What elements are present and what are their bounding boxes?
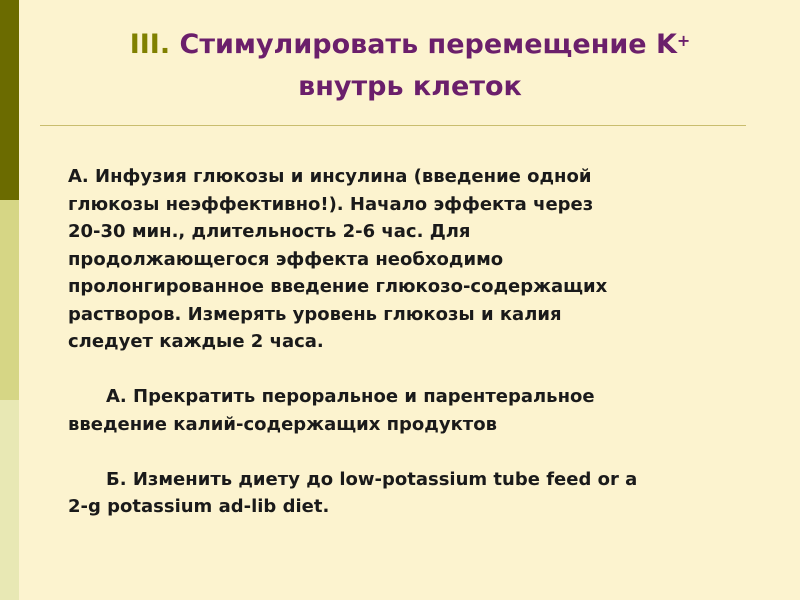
paragraph-a-line: 20-30 мин., длительность 2-6 час. Для [68,221,471,242]
slide-body [68,163,768,521]
paragraph-spacer [68,356,768,384]
title-divider [40,125,746,126]
title-text-line-2: внутрь клеток [298,71,522,102]
paragraph-spacer [68,438,768,466]
accent-bar-segment-light [0,400,19,600]
accent-bar-segment-dark [0,0,19,200]
paragraph-b [68,383,768,438]
slide-title-line-1 [60,24,760,66]
paragraph-a-line: глюкозы неэффективно!). Начало эффекта через [68,193,594,215]
paragraph-c [68,466,768,521]
paragraph-a-line: пролонгированное введение глюкозо-содержащих [68,276,608,297]
paragraph-a [68,163,768,356]
title-superscript: + [676,31,691,50]
slide-title [60,24,760,108]
paragraph-a-line: растворов. Измерять уровень глюкозы и калия [68,303,562,325]
paragraph-a-line: следует каждые 2 часа. [68,331,324,352]
paragraph-a-line: А. Инфузия глюкозы и инсулина (введение одной [68,166,592,187]
accent-bar-segment-mid [0,200,19,400]
title-numeral: III. [129,29,171,60]
paragraph-b-line: А. Прекратить пероральное и парентеральное [106,386,595,407]
paragraph-c-line: 2-g potassium ad-lib diet. [68,496,330,517]
paragraph-c-line: Б. Изменить диету до low-potassium tube feed or a [106,468,638,490]
title-text-line-1: Стимулировать перемещение K [179,29,677,60]
left-accent-bar [0,0,19,600]
paragraph-a-line: продолжающегося эффекта необходимо [68,248,504,270]
paragraph-b-line: введение калий-содержащих продуктов [68,413,497,435]
